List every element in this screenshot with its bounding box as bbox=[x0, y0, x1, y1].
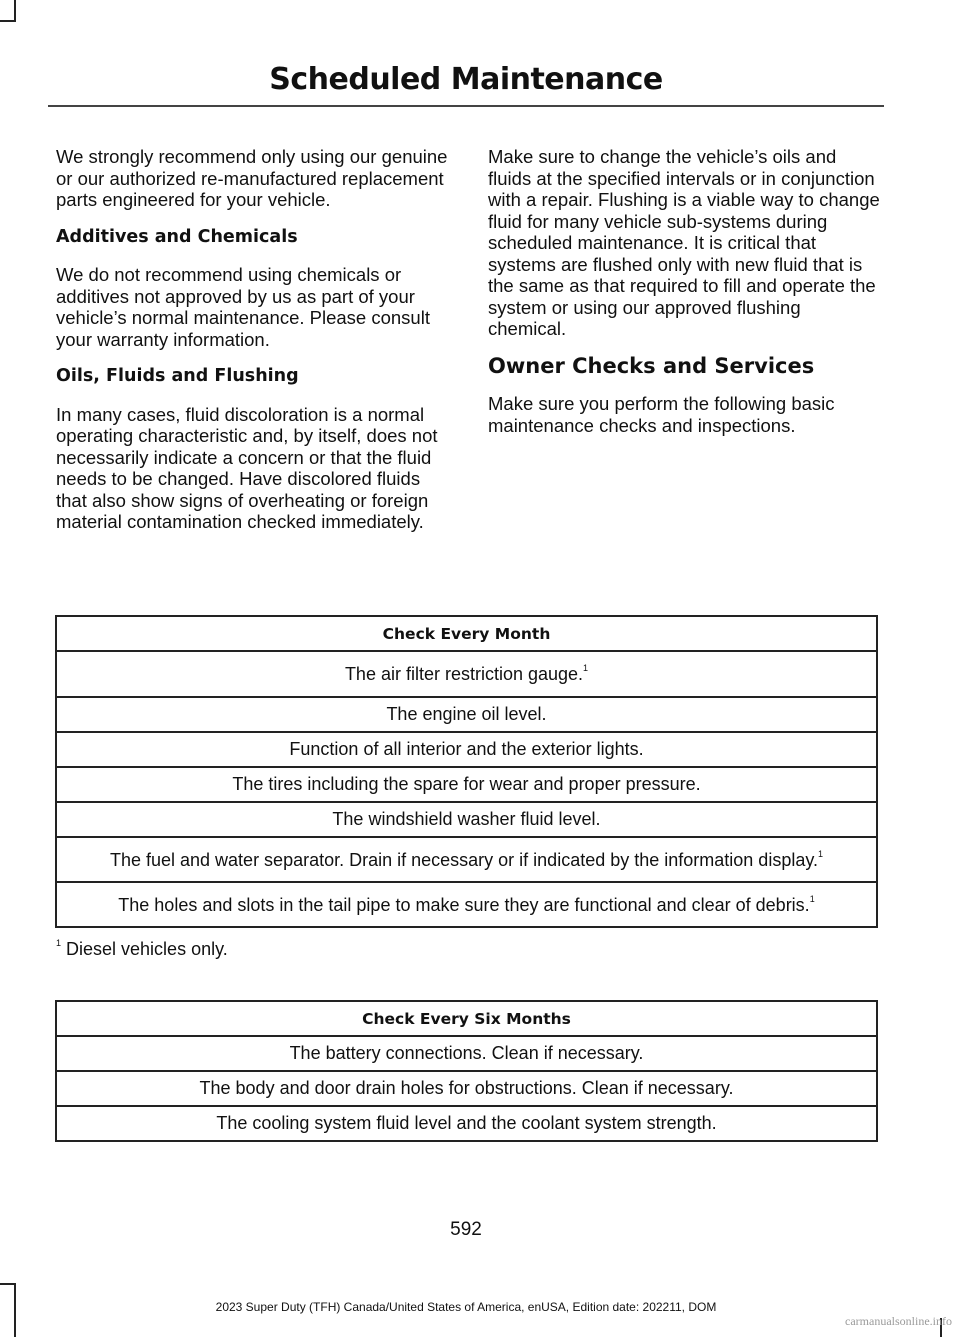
table-row: The cooling system fluid level and the coolant system strength. bbox=[56, 1106, 877, 1141]
oils-paragraph: In many cases, fluid discoloration is a normal operating characteristic and, by itself, does not necessarily indicate a concern or that the fluid needs to be changed. Have discolored fluids that also show signs of overheating or foreign material contamination checked immediately. bbox=[56, 403, 438, 532]
additives-heading: Additives and Chemicals bbox=[56, 226, 298, 247]
footnote-ref: 1 bbox=[809, 893, 815, 904]
table-row: The holes and slots in the tail pipe to make sure they are functional and clear of debris.$^1$ bbox=[56, 882, 877, 927]
footnote-ref: 1 bbox=[818, 848, 824, 859]
table-row: The air filter restriction gauge.$^1$ bbox=[56, 651, 877, 697]
additives-paragraph: We do not recommend using chemicals or additives not approved by us as part of your vehicle’s normal maintenance. Please consult your warranty information. bbox=[56, 264, 430, 350]
page-number: 592 bbox=[450, 1219, 482, 1240]
crop-mark bbox=[14, 0, 16, 22]
footer-text: 2023 Super Duty (TFH) Canada/United States of America, enUSA, Edition date: 202211, DOM bbox=[215, 1300, 717, 1314]
right-column bbox=[488, 146, 880, 452]
left-column bbox=[56, 146, 448, 549]
footnote-text: Diesel vehicles only. bbox=[61, 939, 228, 959]
table-header: Check Every Month bbox=[56, 616, 877, 651]
flushing-paragraph: Make sure to change the vehicle’s oils and fluids at the specified intervals or in conjunction with a repair. Flushing is a viable way to change fluid for many vehicle sub-systems during scheduled maintenance. It is critical that systems are flushed only with new fluid that is the same as that required to fill and operate the system or using our approved flushing chemical. bbox=[488, 146, 880, 339]
header-divider bbox=[48, 105, 884, 107]
table-row: The windshield washer fluid level. bbox=[56, 802, 877, 837]
page-title: Scheduled Maintenance bbox=[269, 62, 663, 97]
table-header: Check Every Six Months bbox=[56, 1001, 877, 1036]
intro-paragraph: We strongly recommend only using our genuine or our authorized re-manufactured replacement parts engineered for your vehicle. bbox=[56, 146, 448, 210]
table-row: The battery connections. Clean if necessary. bbox=[56, 1036, 877, 1071]
watermark: carmanualsonline.info bbox=[845, 1314, 952, 1328]
owner-checks-heading: Owner Checks and Services bbox=[488, 353, 815, 378]
table-row: The engine oil level. bbox=[56, 697, 877, 732]
crop-mark bbox=[0, 1283, 16, 1285]
footnote-ref: 1 bbox=[583, 663, 589, 673]
table-row: The tires including the spare for wear and proper pressure. bbox=[56, 767, 877, 802]
oils-heading: Oils, Fluids and Flushing bbox=[56, 366, 299, 386]
footnote bbox=[56, 938, 228, 960]
table-row: Function of all interior and the exterior lights. bbox=[56, 732, 877, 767]
six-month-check-table bbox=[55, 1000, 878, 1142]
monthly-check-table bbox=[55, 615, 878, 928]
table-row: The body and door drain holes for obstructions. Clean if necessary. bbox=[56, 1071, 877, 1106]
table-row: The fuel and water separator. Drain if necessary or if indicated by the information display.$^1$ bbox=[56, 837, 877, 882]
footnote-mark: 1 bbox=[56, 938, 62, 948]
owner-checks-paragraph: Make sure you perform the following basic maintenance checks and inspections. bbox=[488, 393, 835, 436]
crop-mark bbox=[0, 20, 16, 22]
